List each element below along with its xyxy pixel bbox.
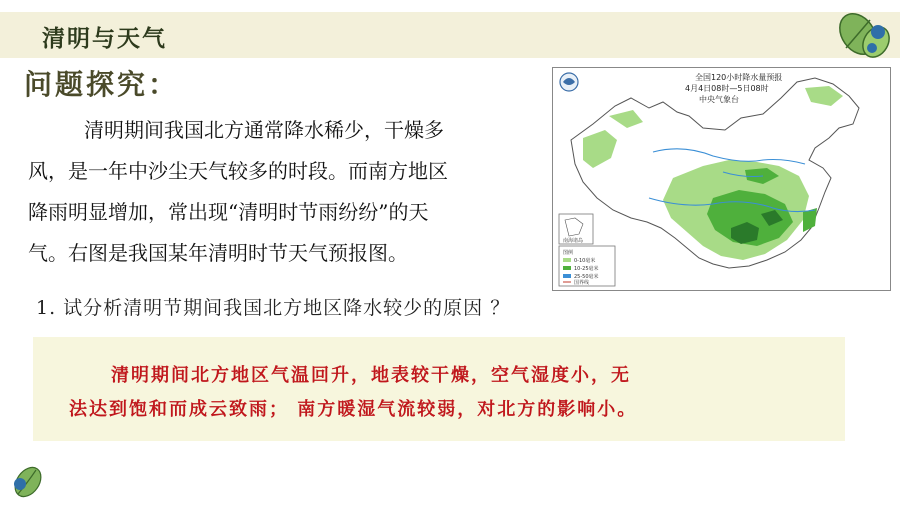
- intro-paragraph: [28, 110, 508, 274]
- answer-line: 清明期间北方地区气温回升，地表较干燥，空气湿度小，无: [111, 365, 631, 386]
- paragraph-line: 降雨明显增加，常出现“清明时节雨纷纷”的天: [28, 200, 429, 224]
- paragraph-line: 风，是一年中沙尘天气较多的时段。而南方地区: [28, 159, 448, 183]
- question-text: 1. 试分析清明节期间我国北方地区降水较少的原因 ？: [36, 297, 511, 319]
- map-title: 全国120小时降水量预报: [695, 73, 783, 82]
- paragraph-line: 清明期间我国北方通常降水稀少，干燥多: [84, 118, 444, 142]
- precipitation-forecast-map: [552, 67, 891, 291]
- answer-line: 法达到饱和而成云致雨； 南方暖湿气流较弱，对北方的影响小。: [69, 399, 638, 420]
- answer-text: [69, 359, 821, 427]
- svg-text:0-10毫米: 0-10毫米: [574, 258, 596, 264]
- leaf-decoration-icon: [6, 462, 46, 502]
- svg-text:10-25毫米: 10-25毫米: [574, 266, 599, 272]
- svg-text:图例: 图例: [563, 250, 574, 256]
- map-date: 4月4日08时—5日08时: [685, 84, 769, 93]
- paragraph-line: 气。右图是我国某年清明时节天气预报图。: [28, 241, 408, 265]
- south-china-sea-inset: [559, 214, 593, 244]
- cma-logo-icon: [560, 73, 578, 91]
- map-source: 中央气象台: [699, 95, 739, 104]
- page-title: 清明与天气: [42, 26, 167, 52]
- answer-box: [33, 337, 845, 441]
- leaf-decoration-icon: [838, 8, 894, 62]
- svg-text:国界线: 国界线: [574, 280, 590, 286]
- section-heading: 问题探究：: [24, 68, 180, 101]
- svg-text:南海诸岛: 南海诸岛: [563, 238, 584, 244]
- map-legend: [559, 246, 615, 286]
- svg-text:25-50毫米: 25-50毫米: [574, 274, 599, 280]
